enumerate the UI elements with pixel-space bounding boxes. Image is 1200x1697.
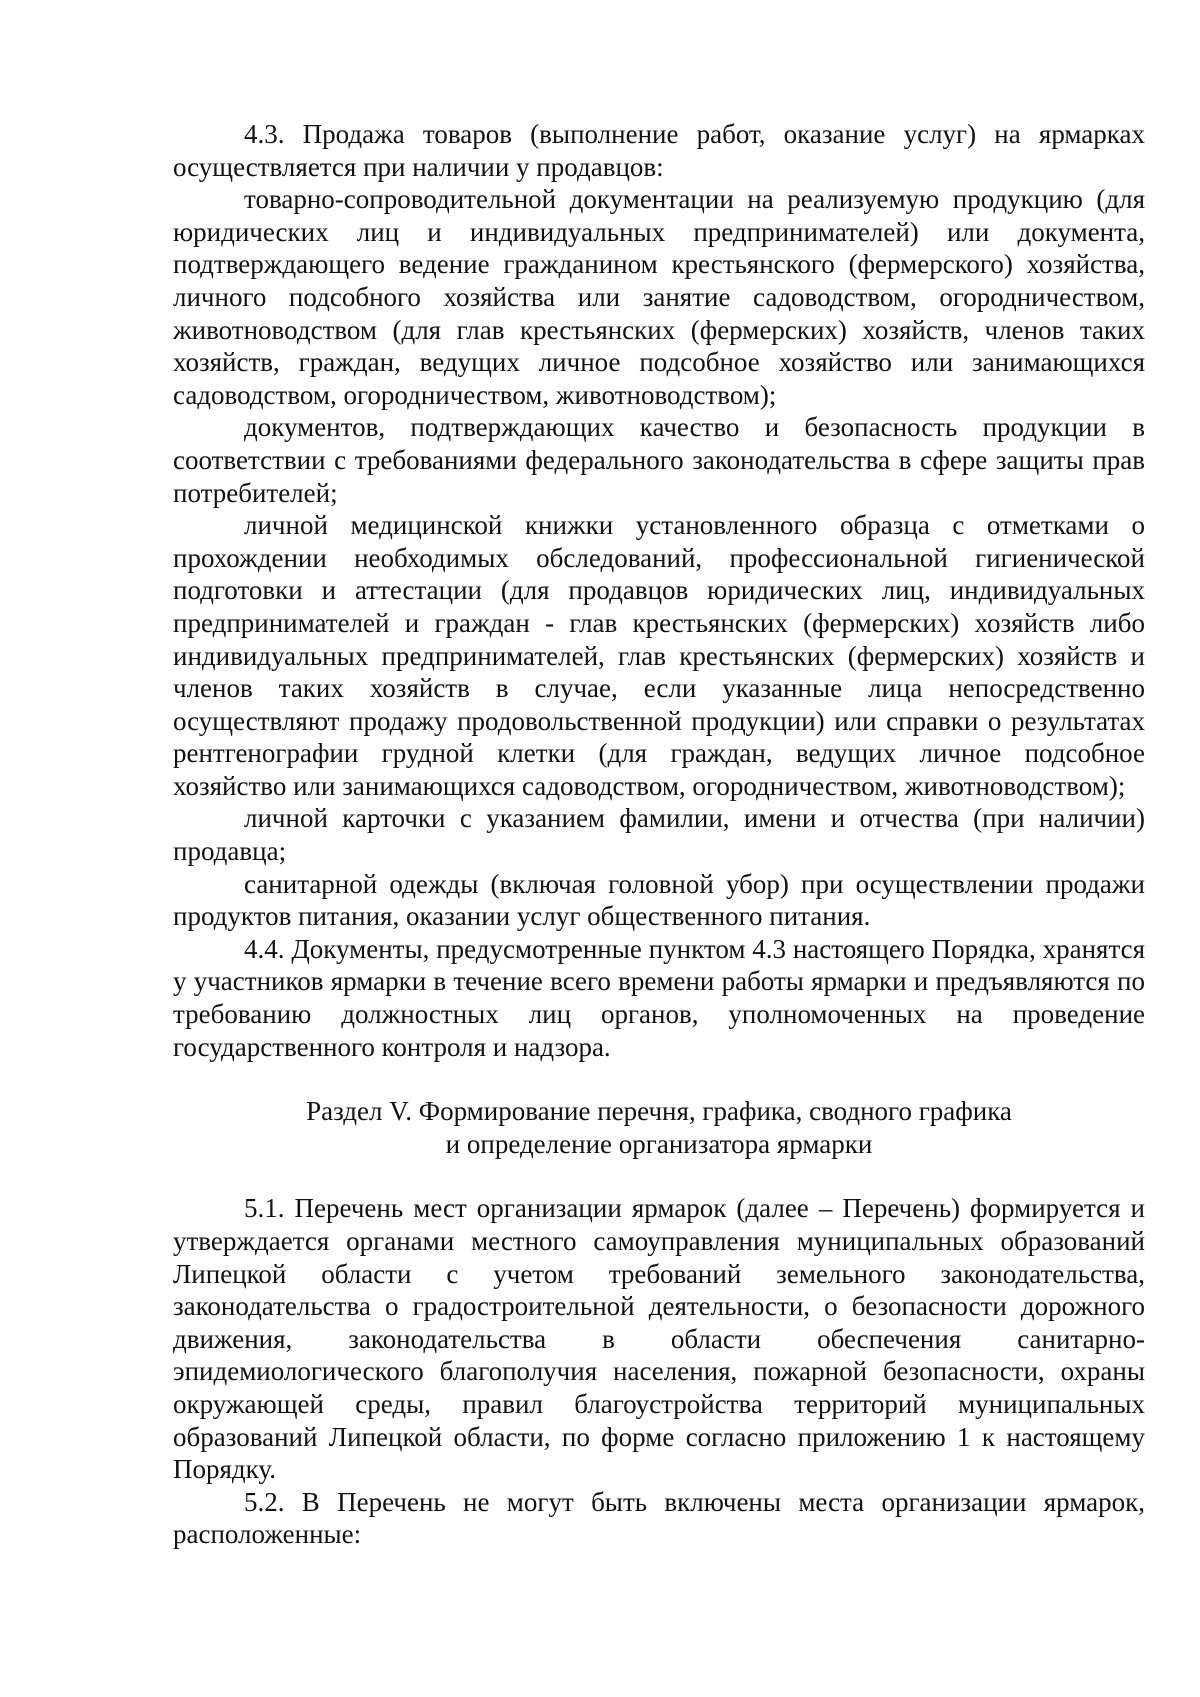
document-text-body [173,118,1145,1551]
section-heading [173,1095,1145,1160]
paragraph-sanitary-clothing: санитарной одежды (включая головной убор) при осуществлении продажи продуктов питания, оказании услуг общественного питания. [173,868,1145,932]
paragraph-medical-book: личной медицинской книжки установленного образца с отметками о прохождении необходимых обследований, профессиональной гигиенической подготовки и аттестации (для продавцов юридических лиц, индивидуальных предпринимателей и граждан - глав крестьянских (фермерских) хозяйств либо индивидуальных предпринимателей, глав крестьянских (фермерских) хозяйств и членов таких хозяйств в случае, если указанные лица непосредственно осуществляют продажу продовольственной продукции) или справки о результатах рентгенографии грудной клетки (для граждан, ведущих личное подсобное хозяйство или занимающихся садоводством, огородничеством, животноводством); [173,510,1145,801]
paragraph-accompanying-documents: товарно-сопроводительной документации на реализуемую продукцию (для юридических лиц и индивидуальных предпринимателей) или документа, подтверждающего ведение гражданином крестьянского (фермерского) хозяйства, личного подсобного хозяйства или занятие садоводством, огородничеством, животноводством (для глав крестьянских (фермерских) хозяйств, членов таких хозяйств, граждан, ведущих личное подсобное хозяйство или занимающихся садоводством, огородничеством, животноводством); [173,184,1145,410]
paragraph-4-4: 4.4. Документы, предусмотренные пунктом 4.3 настоящего Порядка, хранятся у участников ярмарки в течение всего времени работы ярмарки и предъявляются по требованию должностных лиц органов, уполномоченных на проведение государственного контроля и надзора. [173,933,1145,1062]
paragraph-5-2: 5.2. В Перечень не могут быть включены места организации ярмарок, расположенные: [173,1486,1145,1550]
paragraph-5-1: 5.1. Перечень мест организации ярмарок (далее – Перечень) формируется и утверждается органами местного самоуправления муниципальных образований Липецкой области с учетом требований земельного законодательства, законодательства о градостроительной деятельности, о безопасности дорожного движения, законодательства в области обеспечения санитарно-эпидемиологического благополучия населения, пожарной безопасности, охраны окружающей среды, правил благоустройства территорий муниципальных образований Липецкой области, по форме согласно приложению 1 к настоящему Порядку. [173,1193,1145,1485]
section-heading-line-1: Раздел V. Формирование перечня, графика, сводного графика [306,1096,1012,1127]
paragraph-quality-documents: документов, подтверждающих качество и безопасность продукции в соответствии с требованиями федерального законодательства в сфере защиты прав потребителей; [173,412,1145,508]
paragraph-4-3: 4.3. Продажа товаров (выполнение работ, оказание услуг) на ярмарках осуществляется при наличии у продавцов: [173,119,1145,182]
section-heading-line-2: и определение организатора ярмарки [445,1128,873,1159]
paragraph-personal-card: личной карточки с указанием фамилии, имени и отчества (при наличии) продавца; [173,803,1145,867]
